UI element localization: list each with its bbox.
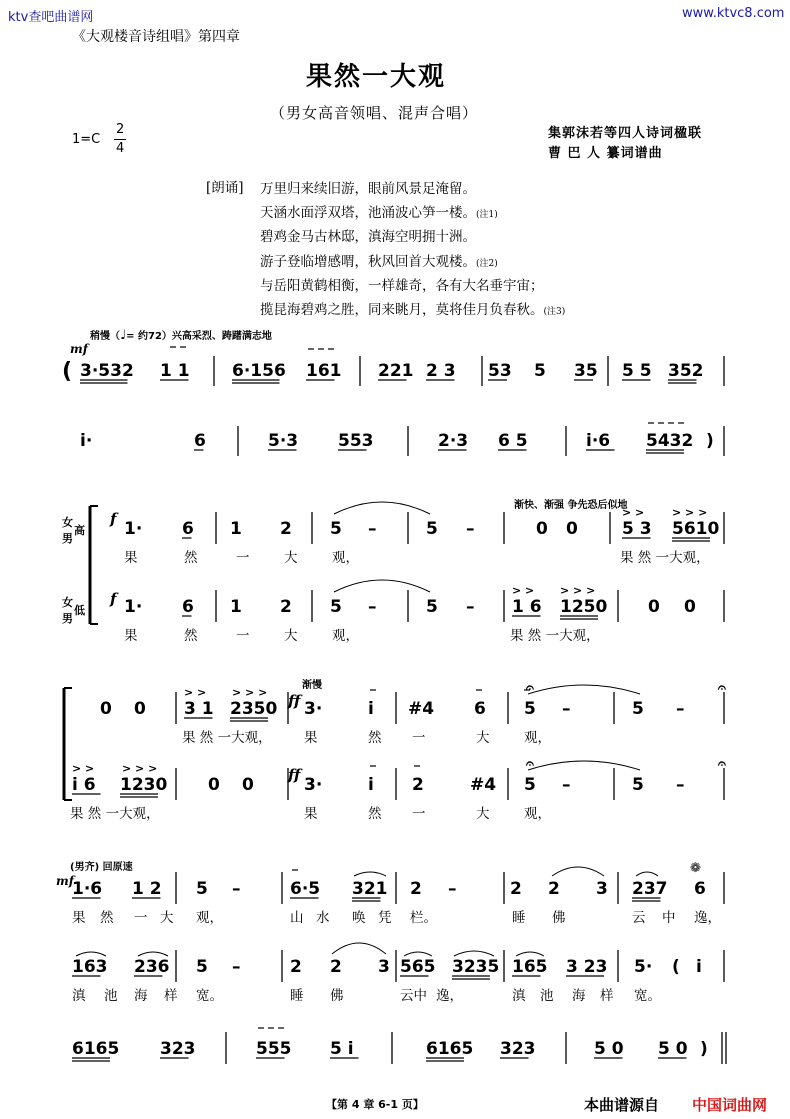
lyric-syllable: 佛 xyxy=(552,910,566,926)
dynamic-f-lower: f xyxy=(110,590,117,608)
footnote-ref: (注1) xyxy=(476,210,498,220)
note: 5·3 xyxy=(268,431,299,451)
note: 555 xyxy=(256,1039,292,1059)
accent-marks: > > > xyxy=(232,686,268,699)
note: 236 xyxy=(134,957,170,977)
slur xyxy=(552,867,604,876)
lyric-syllable: 睡 xyxy=(512,910,526,926)
lyric-syllable: 大 xyxy=(284,550,298,566)
note: 6 xyxy=(194,431,206,451)
note: 2 xyxy=(280,519,292,539)
lyric-syllable: 果 xyxy=(304,806,318,822)
recitation-label: [朗诵] xyxy=(206,180,244,196)
note: – xyxy=(562,775,571,795)
note: 1· xyxy=(124,519,143,539)
note: 5 i xyxy=(330,1039,354,1059)
accent-marks: > > > xyxy=(560,584,596,597)
lyric-syllable: 云 xyxy=(632,910,646,926)
note: 5 xyxy=(524,775,536,795)
watermark-right[interactable]: www.ktvc8.com xyxy=(682,6,785,21)
watermark-left[interactable]: ktv查吧曲谱网 xyxy=(8,10,94,25)
note: 5 xyxy=(524,699,536,719)
note: 3·532 xyxy=(80,361,134,381)
lyric-syllable: 佛 xyxy=(330,988,344,1004)
note: i·6 xyxy=(586,431,611,451)
accent-marks: > > xyxy=(72,762,95,775)
accent-marks: > > xyxy=(622,506,645,519)
accent-marks: > > xyxy=(512,584,535,597)
dynamic-ff-lower: ff xyxy=(288,766,301,784)
note: 1·6 xyxy=(72,879,103,899)
note: 35 xyxy=(574,361,598,381)
open-paren: ( xyxy=(62,359,73,384)
tempo-mark-2: 渐快、渐强 争先恐后似地 xyxy=(514,500,628,511)
accent-marks: > > > xyxy=(672,506,708,519)
note: 5 xyxy=(534,361,546,381)
lyric-syllable: 池 xyxy=(104,988,118,1004)
note: 221 xyxy=(378,361,414,381)
note: 2 3 xyxy=(426,361,456,381)
note: 5 xyxy=(196,879,208,899)
source-prefix: 本曲谱源自 xyxy=(584,1096,660,1114)
fermata-icon: 𝄐 xyxy=(526,756,534,772)
note: – xyxy=(676,699,685,719)
slur xyxy=(404,952,432,956)
lyric-syllable: 然 xyxy=(368,806,382,822)
time-signature-bottom: 4 xyxy=(116,141,125,156)
part-label-lower-male: 男 xyxy=(62,612,73,625)
lyric-syllable: 唤 xyxy=(352,910,366,926)
note: i xyxy=(368,775,374,795)
lyric-syllable: 逸， xyxy=(694,910,721,926)
note: 6 xyxy=(474,699,486,719)
lyric-syllable: 滇 xyxy=(512,988,526,1004)
dynamic-f-upper: f xyxy=(110,510,117,528)
note: 3 xyxy=(378,957,390,977)
note: – xyxy=(368,597,377,617)
note: 5 0 xyxy=(594,1039,624,1059)
note: i xyxy=(368,699,374,719)
slur xyxy=(334,502,430,514)
note: 2 xyxy=(548,879,560,899)
lyric-syllable: 海 xyxy=(134,988,148,1004)
lyric-syllable: 海 xyxy=(572,988,586,1004)
lyric-syllable: 然 xyxy=(368,730,382,746)
note: 1 xyxy=(230,519,242,539)
lyric-syllable: 一 xyxy=(412,730,426,746)
note: – xyxy=(466,519,475,539)
lyric-syllable: 一 xyxy=(134,910,148,926)
part-label-upper-voice: 高 xyxy=(74,524,85,537)
lyric-syllable: 凭 xyxy=(378,910,392,926)
recitation-line-text: 与岳阳黄鹤相衡，一样雄奇，各有大名垂宇宙； xyxy=(260,278,544,294)
quarter-note-icon: ♩ xyxy=(120,328,127,343)
note: 6 xyxy=(694,879,706,899)
note: – xyxy=(368,519,377,539)
note: 6 5 xyxy=(498,431,528,451)
lyric-syllable: 水 xyxy=(316,910,330,926)
note: #4 xyxy=(408,699,435,719)
lyric-syllable: 果 然 一大观， xyxy=(70,806,160,822)
slur xyxy=(516,952,544,956)
lyric-syllable: 大 xyxy=(284,628,298,644)
note: 5 3 xyxy=(622,519,652,539)
tempo-prefix: 稍慢（ xyxy=(90,331,120,342)
note: 5 xyxy=(330,597,342,617)
note: 0 xyxy=(566,519,578,539)
part-label-upper-male: 男 xyxy=(62,532,73,545)
note: 5 xyxy=(330,519,342,539)
credit-lyrics: 集郭沫若等四人诗词楹联 xyxy=(548,126,703,141)
fermata-icon: 𝄐 xyxy=(718,680,726,696)
tempo-suffix: = 约72）兴高采烈、踌躇满志地 xyxy=(126,331,272,342)
song-title: 果然一大观 xyxy=(306,62,447,92)
recitation-line-text: 天涵水面浮双塔，池涌波心笋一楼。 xyxy=(260,205,476,221)
note: 352 xyxy=(668,361,704,381)
note: – xyxy=(448,879,457,899)
note: 6165 xyxy=(72,1039,120,1059)
note: 2 xyxy=(410,879,422,899)
note: 2 xyxy=(290,957,302,977)
note: 163 xyxy=(72,957,108,977)
dynamic-mf-1: mf xyxy=(70,342,88,356)
lyric-syllable: 样 xyxy=(164,988,178,1004)
note: 5· xyxy=(634,957,653,977)
note: i xyxy=(696,957,702,977)
footnote-ref: (注3) xyxy=(543,307,566,317)
footnote-ref: (注2) xyxy=(476,259,498,269)
note: 5 xyxy=(632,699,644,719)
note: 3 xyxy=(596,879,608,899)
lyric-syllable: 果 xyxy=(124,550,138,566)
book-title: 《大观楼音诗组唱》第四章 xyxy=(72,29,240,45)
lyric-syllable: 果 然 一大观， xyxy=(510,628,600,644)
recitation-line-text: 碧鸡金马古林邸，滇海空明拥十洲。 xyxy=(260,229,476,245)
note: 1 6 xyxy=(512,597,542,617)
note: 3235 xyxy=(452,957,500,977)
note: i 6 xyxy=(72,775,96,795)
note: 0 xyxy=(242,775,254,795)
note: 165 xyxy=(512,957,548,977)
lyric-syllable: 池 xyxy=(540,988,554,1004)
lyric-syllable: 果 然 一大观， xyxy=(620,550,710,566)
slur xyxy=(636,872,658,876)
note: 1 xyxy=(230,597,242,617)
dynamic-mf-2: mf xyxy=(56,874,74,888)
note: i· xyxy=(80,431,93,451)
lyric-syllable: 观， xyxy=(524,730,551,746)
note: 0 xyxy=(648,597,660,617)
note: 5 xyxy=(426,519,438,539)
tempo-mark-3: 渐慢 xyxy=(302,680,322,691)
page-number: 【第 4 章 6-1 页】 xyxy=(326,1098,424,1111)
lyric-syllable: 观， xyxy=(524,806,551,822)
lyric-syllable: 然 xyxy=(100,910,114,926)
lyric-syllable: 云中 xyxy=(400,988,427,1004)
note: – xyxy=(232,879,241,899)
lyric-syllable: 观， xyxy=(332,628,359,644)
slur xyxy=(454,951,494,956)
note: 1250 xyxy=(560,597,608,617)
lyric-syllable: 果 xyxy=(72,910,86,926)
recitation-line-text: 万里归来续旧游，眼前风景足淹留。 xyxy=(260,181,476,197)
accent-marks: > > > xyxy=(122,762,158,775)
song-subtitle: （男女高音领唱、混声合唱） xyxy=(270,104,479,122)
note: 0 xyxy=(536,519,548,539)
lyric-syllable: 宽。 xyxy=(634,988,661,1004)
note: #4 xyxy=(470,775,497,795)
lyric-syllable: 逸， xyxy=(436,988,463,1004)
note: 3· xyxy=(304,699,323,719)
note: 2 xyxy=(510,879,522,899)
lyric-syllable: 果 xyxy=(304,730,318,746)
accent-marks: > > xyxy=(184,686,207,699)
note: – xyxy=(466,597,475,617)
note: 321 xyxy=(352,879,388,899)
lyric-syllable: 一 xyxy=(412,806,426,822)
note: 0 xyxy=(684,597,696,617)
slur xyxy=(334,580,430,592)
source-site[interactable]: 中国词曲网 xyxy=(692,1096,768,1114)
note: 2 xyxy=(412,775,424,795)
lyric-syllable: 宽。 xyxy=(196,988,223,1004)
slur xyxy=(332,943,386,954)
note: 3· xyxy=(304,775,323,795)
lyric-syllable: 一 xyxy=(236,550,250,566)
note: 1· xyxy=(124,597,143,617)
note: 5 0 xyxy=(658,1039,688,1059)
note: 2350 xyxy=(230,699,278,719)
note: 0 xyxy=(208,775,220,795)
note: 565 xyxy=(400,957,436,977)
tempo-mark-4: (男齐) 回原速 xyxy=(70,862,133,873)
open-paren: ( xyxy=(672,957,680,977)
note: 2 xyxy=(330,957,342,977)
lyric-syllable: 一 xyxy=(236,628,250,644)
time-signature-top: 2 xyxy=(116,122,125,137)
note: 6·5 xyxy=(290,879,321,899)
note: 6165 xyxy=(426,1039,474,1059)
trill-mark: ❁ xyxy=(690,861,701,876)
slur xyxy=(138,952,168,956)
note: 6 xyxy=(182,519,194,539)
lyric-syllable: 果 xyxy=(124,628,138,644)
lyric-syllable: 大 xyxy=(476,806,490,822)
note: – xyxy=(562,699,571,719)
lyric-syllable: 样 xyxy=(600,988,614,1004)
recitation-line-text: 揽昆海碧鸡之胜，同来眺月，莫将佳月负春秋。 xyxy=(260,302,544,318)
note: – xyxy=(676,775,685,795)
lyric-syllable: 大 xyxy=(160,910,174,926)
part-label-lower-voice: 低 xyxy=(74,604,85,617)
lyric-syllable: 然 xyxy=(184,550,198,566)
lyric-syllable: 大 xyxy=(476,730,490,746)
recitation-line-text: 游子登临增感喟，秋风回首大观楼。 xyxy=(260,254,476,270)
lyric-syllable: 睡 xyxy=(290,988,304,1004)
note: 1 2 xyxy=(132,879,162,899)
note: 323 xyxy=(160,1039,196,1059)
lyric-syllable: 然 xyxy=(184,628,198,644)
key-signature: 1=C xyxy=(72,132,101,147)
lyric-syllable: 观， xyxy=(332,550,359,566)
note: 53 xyxy=(488,361,512,381)
lyric-syllable: 栏。 xyxy=(410,910,437,926)
part-label-lower-female: 女 xyxy=(62,596,73,609)
note: 1230 xyxy=(120,775,168,795)
slur xyxy=(76,952,106,956)
note: 5610 xyxy=(672,519,720,539)
slur xyxy=(528,761,640,770)
part-label-upper-female: 女 xyxy=(62,516,73,529)
note: 5 xyxy=(632,775,644,795)
lyric-syllable: 中 xyxy=(662,910,676,926)
note: 5432 xyxy=(646,431,694,451)
dynamic-ff-upper: ff xyxy=(288,692,301,710)
note: 5 5 xyxy=(622,361,652,381)
fermata-icon: 𝄐 xyxy=(718,756,726,772)
note: 2·3 xyxy=(438,431,469,451)
note: 5 xyxy=(196,957,208,977)
note: 237 xyxy=(632,879,668,899)
slur xyxy=(528,685,640,694)
lyric-syllable: 滇 xyxy=(72,988,86,1004)
lyric-syllable: 果 然 一大观， xyxy=(182,730,272,746)
close-paren: ) xyxy=(700,1039,708,1059)
fermata-icon: 𝄐 xyxy=(526,680,534,696)
note: 3 1 xyxy=(184,699,214,719)
note: 5 xyxy=(426,597,438,617)
note: 553 xyxy=(338,431,374,451)
note: 161 xyxy=(306,361,342,381)
close-paren: ) xyxy=(706,431,714,451)
note: 0 xyxy=(100,699,112,719)
lyric-syllable: 观， xyxy=(196,910,223,926)
slur xyxy=(354,872,386,876)
note: 6 xyxy=(182,597,194,617)
note: 3 23 xyxy=(566,957,608,977)
note: 6·156 xyxy=(232,361,286,381)
note: 323 xyxy=(500,1039,536,1059)
credit-music: 曹 巴 人 纂词谱曲 xyxy=(548,146,663,161)
note: 2 xyxy=(280,597,292,617)
note: – xyxy=(232,957,241,977)
note: 1 1 xyxy=(160,361,190,381)
lyric-syllable: 山 xyxy=(290,910,304,926)
note: 0 xyxy=(134,699,146,719)
